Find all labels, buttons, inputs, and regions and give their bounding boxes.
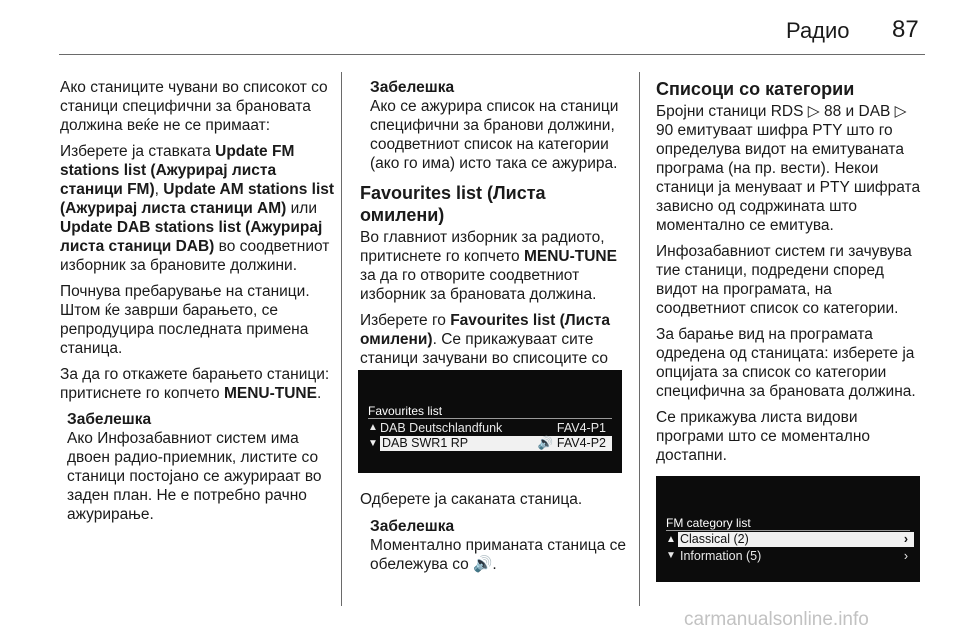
station-name: DAB SWR1 RP [382,436,469,450]
column-3 [656,78,922,472]
text: . [316,385,322,402]
text: За да го откажете барањето станици: притиснете го копчето [60,366,330,402]
column-divider-1 [341,72,342,606]
arrow-up-icon: ▲ [666,534,676,545]
paragraph: Се прикажува листа видови програми што се моментално достапни. [656,409,870,464]
text: . Се прикажуваат сите станици зачувани во списоците со [360,331,609,367]
note-title: Забелешка [370,518,455,535]
note-title: Забелешка [67,411,152,428]
paragraph [360,228,632,304]
menu-option-update-dab: Update DAB stations list (Ажурирај листа станици DAB) [60,219,323,255]
category-name: Information (5) [680,548,762,563]
watermark-footer: carmanualsonline.info [684,609,869,630]
note-text: Моментално приманата станица се обележува со 🔊. [370,537,626,573]
note-block [370,78,632,173]
screen-title: FM category list [666,516,751,530]
text: или [286,200,317,217]
note-block [67,410,336,524]
arrow-down-icon: ▼ [368,438,378,449]
text: во соодветниот изборник за брановите должини. [60,238,330,274]
arrow-up-icon: ▲ [368,422,378,433]
paragraph [60,365,336,403]
paragraph: Инфозабавниот систем ги зачувува тие станици, подредени според видот на програмата, на соодветниот список со категории. [656,243,912,317]
favourite-slot: 🔊 FAV4-P2 [537,436,606,450]
section-heading-categories: Списоци со категории [656,79,855,99]
text: за да го отворите соодветниот изборник за брановата должина. [360,267,597,303]
paragraph: Одберете ја саканата станица. [360,491,583,508]
screen-divider [368,418,612,419]
button-name-menu-tune: MENU-TUNE [523,248,617,265]
page-number: 87 [892,16,919,43]
paragraph: За барање вид на програмата одредена од станицата: изберете ја опцијата за список со категории специфична за брановата должина. [656,326,916,400]
note-block [370,517,632,574]
menu-option-update-fm: Update FM stations list (Ажурирај листа станици FM) [60,143,295,198]
category-name: Classical (2) [680,532,749,546]
menu-option-favourites: Favourites list (Листа омилени) [360,312,611,348]
button-name-menu-tune: MENU-TUNE [223,385,317,402]
favourites-screen-image [358,370,622,473]
list-item [664,532,914,547]
note-text: Ако се ажурира список на станици специфични за бранови должини, соодветниот список на категории (ако го има) исто така се ажурира. [370,98,619,172]
text: Изберете ја ставката [60,143,216,160]
chevron-right-icon: › [903,532,908,546]
station-name: DAB Deutschlandfunk [380,420,503,435]
text: Во главниот изборник за радиото, притиснете го копчето [360,229,605,265]
column-divider-2 [639,72,640,606]
paragraph: Бројни станици RDS ▷ 88 и DAB ▷ 90 емитуваат шифра PTY што го определува видот на емитуваната програма (на пр. вести). Некои станици ја менуваат и PTY шифрата зависно од содржината што моментално се емитува. [656,103,921,234]
chevron-right-icon: › [903,548,908,563]
menu-option-update-am: Update AM stations list (Ажурирај листа станици AM) [60,181,335,217]
column-2 [360,78,632,394]
header-rule [59,54,925,55]
list-item [366,420,612,435]
text: , [154,181,164,198]
list-item [366,436,612,451]
list-item [664,548,914,563]
paragraph: Ако станиците чувани во списокот со станици специфични за брановата должина веќе не се примаат: [60,79,328,134]
screen-title: Favourites list [368,404,443,418]
text: Изберете го [360,312,451,329]
note-text: Ако Инфозабавниот систем има двоен радио-приемник, листите со станици постојано се ажурираат во заден план. Не е потребно рачно ажурирање. [67,430,322,523]
category-screen-image [656,476,920,582]
selected-row-highlight [678,532,914,547]
column-2-lower [360,490,632,574]
paragraph [60,142,336,275]
paragraph: Почнува пребарување на станици. Штом ќе заврши барањето, се репродуцира последната примена станица. [60,283,310,357]
selected-row-highlight [380,436,612,451]
note-title: Забелешка [370,79,455,96]
section-heading-favourites: Favourites list (Листа омилени) [360,183,546,225]
page-title: Радио [786,18,850,43]
favourite-slot: FAV4-P1 [556,420,606,435]
arrow-down-icon: ▼ [666,550,676,561]
screen-divider [666,530,910,531]
column-1 [60,78,336,524]
